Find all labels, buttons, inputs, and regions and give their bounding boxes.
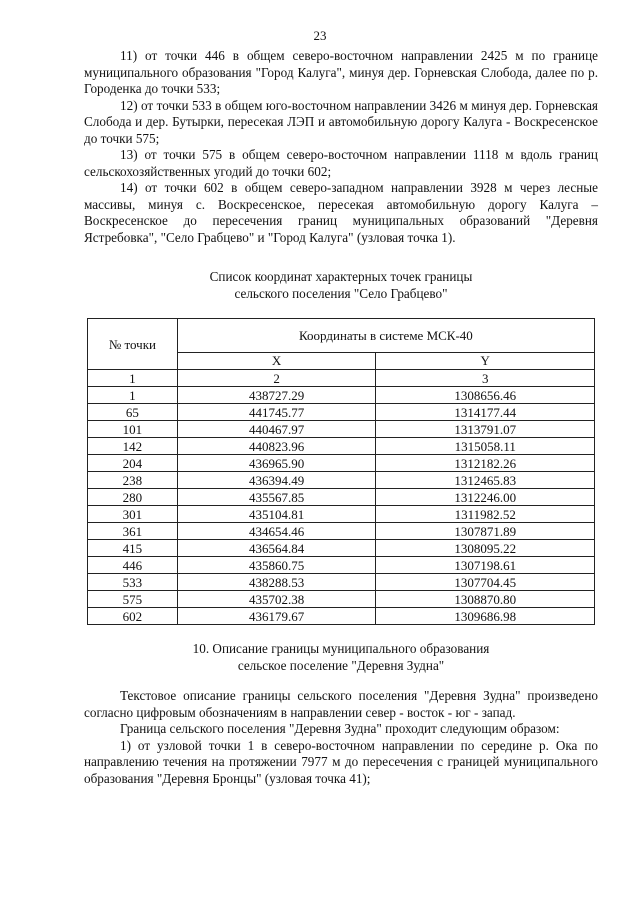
point-number: 301 xyxy=(88,506,178,523)
point-number: 204 xyxy=(88,455,178,472)
x-coordinate: 441745.77 xyxy=(177,404,376,421)
table-title xyxy=(84,268,598,302)
paragraph-point-11: 11) от точки 446 в общем северо-восточном направлении 2425 м по границе муниципального образования "Город Калуга", минуя дер. Горневская Слобода, далее по р. Городенка до точки 533; xyxy=(84,48,598,96)
point-number: 446 xyxy=(88,557,178,574)
y-coordinate: 1307704.45 xyxy=(376,574,595,591)
point-number: 238 xyxy=(88,472,178,489)
paragraph-intro: Текстовое описание границы сельского поселения "Деревня Зудна" произведено согласно цифровым обозначениям в направлении север - восток - юг - запад. xyxy=(84,688,598,720)
table-title-line-2: сельского поселения "Село Грабцево" xyxy=(234,286,448,301)
column-index-cell: 1 xyxy=(88,370,178,387)
table-row xyxy=(88,472,595,489)
table-row xyxy=(88,574,595,591)
table-row xyxy=(88,404,595,421)
x-coordinate: 435860.75 xyxy=(177,557,376,574)
coordinates-table xyxy=(87,318,595,625)
x-coordinate: 436564.84 xyxy=(177,540,376,557)
point-number: 101 xyxy=(88,421,178,438)
paragraph-point-12: 12) от точки 533 в общем юго-восточном направлении 3426 м минуя дер. Горневская Слобода и дер. Бутырки, пересекая ЛЭП и автомобильную дорогу Калуга - Воскресенское до точки 575; xyxy=(84,97,598,146)
header-y: Y xyxy=(376,352,595,369)
point-number: 533 xyxy=(88,574,178,591)
y-coordinate: 1314177.44 xyxy=(376,404,595,421)
y-coordinate: 1308870.80 xyxy=(376,591,595,608)
section-title-line-1: 10. Описание границы муниципального образования xyxy=(192,641,490,656)
point-number: 1 xyxy=(88,387,178,404)
page-number: 23 xyxy=(313,28,327,43)
y-coordinate: 1307871.89 xyxy=(376,523,595,540)
point-number: 415 xyxy=(88,540,178,557)
paragraph-point-14: 14) от точки 602 в общем северо-западном направлении 3928 м через лесные массивы, минуя с. Воскресенское, пересекая автомобильную дорогу Калуга – Воскресенское до пересечения границ муниципальных образований "Деревня Ястребовка", "Село Грабцево" и "Город Калуга" (узловая точка 1). xyxy=(84,180,598,245)
x-coordinate: 440823.96 xyxy=(177,438,376,455)
boundary-description-continued xyxy=(84,48,598,246)
table-row xyxy=(88,489,595,506)
x-coordinate: 438288.53 xyxy=(177,574,376,591)
column-index-cell: 3 xyxy=(376,370,595,387)
y-coordinate: 1311982.52 xyxy=(376,506,595,523)
table-row xyxy=(88,540,595,557)
paragraph-point-13: 13) от точки 575 в общем северо-восточном направлении 1118 м вдоль границ сельскохозяйственных угодий до точки 602; xyxy=(84,147,598,179)
header-x: X xyxy=(177,352,376,369)
zudna-boundary-description xyxy=(84,688,598,787)
table-row xyxy=(88,421,595,438)
point-number: 142 xyxy=(88,438,178,455)
y-coordinate: 1307198.61 xyxy=(376,557,595,574)
x-coordinate: 440467.97 xyxy=(177,421,376,438)
table-row xyxy=(88,591,595,608)
x-coordinate: 436179.67 xyxy=(177,608,376,625)
x-coordinate: 435702.38 xyxy=(177,591,376,608)
y-coordinate: 1309686.98 xyxy=(376,608,595,625)
x-coordinate: 436965.90 xyxy=(177,455,376,472)
point-number: 280 xyxy=(88,489,178,506)
table-row xyxy=(88,523,595,540)
point-number: 65 xyxy=(88,404,178,421)
y-coordinate: 1315058.11 xyxy=(376,438,595,455)
y-coordinate: 1312246.00 xyxy=(376,489,595,506)
x-coordinate: 435567.85 xyxy=(177,489,376,506)
table-row xyxy=(88,608,595,625)
paragraph-point-1: 1) от узловой точки 1 в северо-восточном направлении по середине р. Ока по направлению течения на протяжении 7977 м до пересечения с границей муниципального образования "Деревня Бронцы" (узловая точка 41); xyxy=(84,737,598,786)
paragraph-boundary-passes: Граница сельского поселения "Деревня Зудна" проходит следующим образом: xyxy=(120,721,560,736)
y-coordinate: 1308656.46 xyxy=(376,387,595,404)
y-coordinate: 1308095.22 xyxy=(376,540,595,557)
header-coordinate-system: Координаты в системе МСК-40 xyxy=(177,319,594,353)
y-coordinate: 1312465.83 xyxy=(376,472,595,489)
point-number: 575 xyxy=(88,591,178,608)
header-point-number: № точки xyxy=(88,319,178,370)
column-index-cell: 2 xyxy=(177,370,376,387)
y-coordinate: 1313791.07 xyxy=(376,421,595,438)
column-index-row xyxy=(88,370,595,387)
table-title-line-1: Список координат характерных точек границы xyxy=(209,269,473,284)
table-row xyxy=(88,438,595,455)
x-coordinate: 438727.29 xyxy=(177,387,376,404)
section-title xyxy=(84,640,598,674)
table-row xyxy=(88,557,595,574)
table-row xyxy=(88,506,595,523)
section-title-line-2: сельское поселение "Деревня Зудна" xyxy=(237,658,445,673)
table-row xyxy=(88,455,595,472)
x-coordinate: 436394.49 xyxy=(177,472,376,489)
x-coordinate: 435104.81 xyxy=(177,506,376,523)
y-coordinate: 1312182.26 xyxy=(376,455,595,472)
point-number: 361 xyxy=(88,523,178,540)
point-number: 602 xyxy=(88,608,178,625)
table-row xyxy=(88,387,595,404)
x-coordinate: 434654.46 xyxy=(177,523,376,540)
